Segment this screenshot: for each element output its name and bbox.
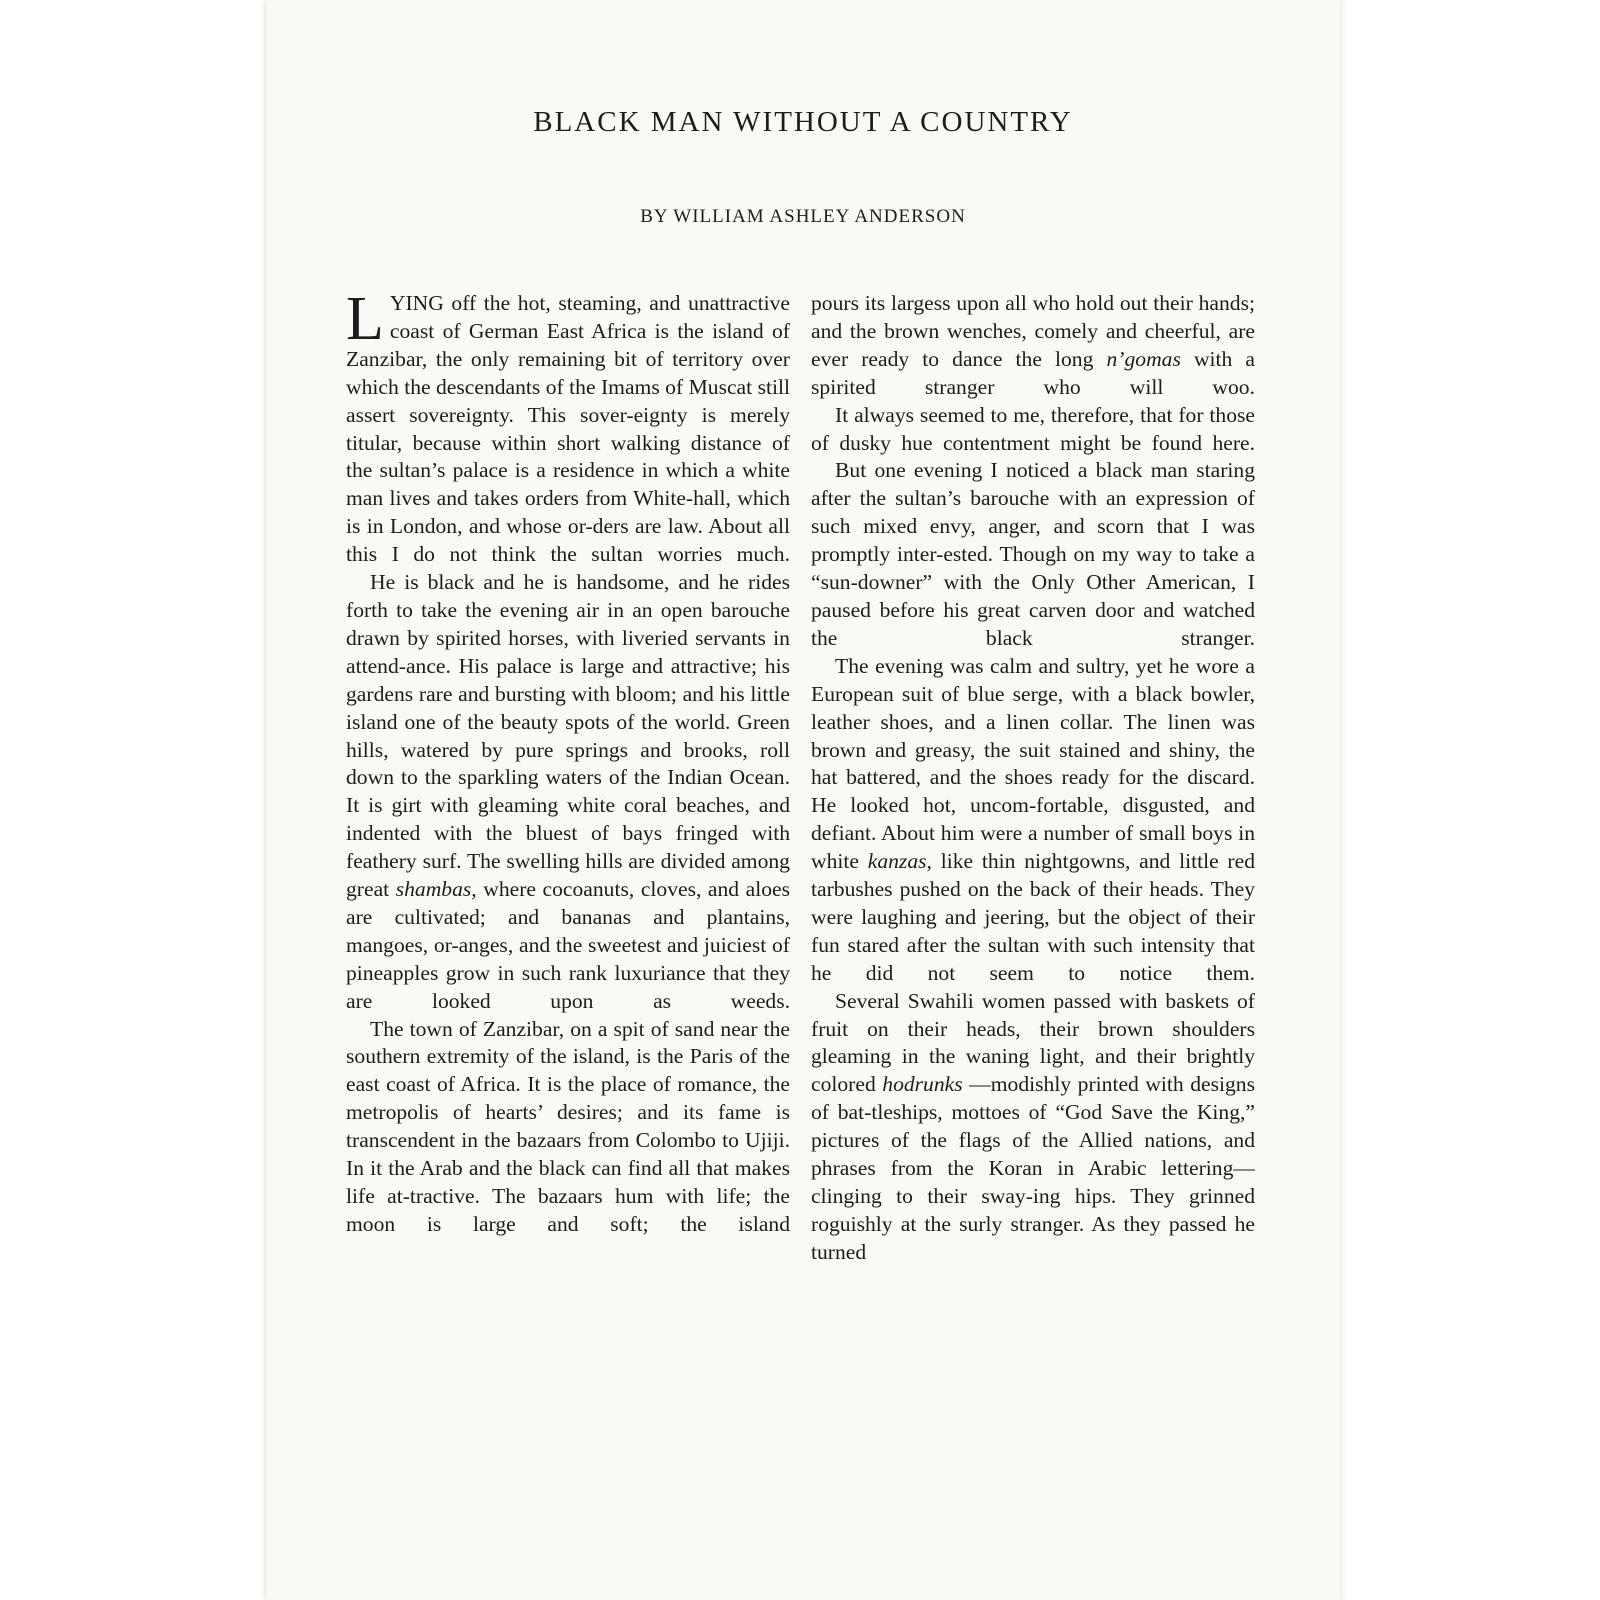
text-line: jeering, but the object of their fun stared bbox=[811, 904, 1256, 957]
article-byline: BY WILLIAM ASHLEY ANDERSON bbox=[640, 206, 966, 227]
text-line: him were a number of small boys in bbox=[940, 821, 1255, 846]
text-line: tleships, mottoes of “God Save the bbox=[871, 1100, 1189, 1125]
text-line: the sultan worries much. bbox=[550, 542, 791, 567]
text-line: eignty is merely titular, because within bbox=[346, 402, 790, 455]
text-line: , where cocoanuts, bbox=[471, 877, 635, 902]
text-line: an expression of such mixed envy, anger, bbox=[811, 486, 1255, 539]
text-line: and scorn that I was promptly inter- bbox=[811, 514, 1255, 567]
text-line: King,” pictures of the flags of the Allied bbox=[811, 1100, 1255, 1153]
text-line: might be found here. bbox=[1060, 430, 1255, 455]
text-line: dance the long bbox=[952, 346, 1107, 371]
text-line: little red tarbushes pushed on the back of bbox=[811, 849, 1256, 902]
italic-term: shambas bbox=[395, 877, 472, 902]
text-line: surf. The swelling hills are divided bbox=[422, 849, 726, 874]
text-line: nations, and phrases from the Koran in bbox=[811, 1128, 1255, 1181]
text-line: ance. His palace is large and attractive; bbox=[405, 653, 758, 678]
text-line: pours its largess upon all who hold out bbox=[811, 291, 1148, 315]
paragraph bbox=[811, 290, 1255, 402]
text-line: stranger who will woo. bbox=[924, 374, 1255, 399]
text-line: among great bbox=[346, 849, 790, 902]
text-column-left bbox=[346, 285, 791, 1239]
text-line: his gardens rare and bursting with bbox=[346, 653, 790, 706]
text-line: the discard. He looked hot, uncom- bbox=[811, 765, 1255, 818]
text-line: island, is the Paris of the east coast of bbox=[346, 1044, 790, 1097]
text-line: their heads. They were laughing and bbox=[811, 877, 1255, 929]
text-line: the bluest of bays fringed with feathery bbox=[346, 821, 790, 874]
text-line: light, and their brightly colored bbox=[811, 1044, 1256, 1097]
document-page bbox=[266, 0, 1340, 1600]
text-line: Africa is the island of Zanzibar, the only bbox=[346, 318, 790, 371]
text-line: comely and cheerful, are ever ready to bbox=[811, 318, 1255, 371]
text-line: he wore a European suit of blue serge, bbox=[811, 653, 1255, 706]
text-line: staring after the sultan’s barouche with bbox=[811, 458, 1255, 511]
text-line: It always seemed to me, therefore, bbox=[835, 402, 1135, 427]
text-line: their hands; and the brown wenches, bbox=[811, 291, 1255, 343]
text-line: brown shoulders gleaming in the waning bbox=[811, 1016, 1255, 1069]
text-line: carven door and watched the black bbox=[811, 597, 1255, 650]
text-line: with a black bowler, leather shoes, and a bbox=[811, 681, 1255, 734]
text-line: after the sultan with such intensity that bbox=[906, 932, 1256, 957]
text-line: beauty spots of the world. Green hills, bbox=[346, 709, 790, 762]
text-line: he did not seem to notice them. bbox=[811, 960, 1255, 985]
text-line: Africa. It is the place of romance, the bbox=[460, 1072, 790, 1097]
text-line: anges, and the sweetest and juiciest of bbox=[458, 932, 791, 957]
text-line: Arabic lettering—clinging to their sway- bbox=[811, 1156, 1255, 1208]
text-line: remaining bit of territory over which bbox=[346, 346, 790, 399]
text-line: The evening was calm and sultry, yet bbox=[835, 653, 1163, 678]
text-line: Several Swahili women passed with bbox=[835, 988, 1158, 1013]
text-line: watered by pure springs and brooks, bbox=[400, 737, 748, 762]
text-line: greasy, the suit stained and shiny, the bbox=[914, 737, 1255, 762]
text-line: sand near the southern extremity of the bbox=[346, 1016, 790, 1069]
text-line: black can find all that makes life at- bbox=[346, 1156, 790, 1208]
paragraph bbox=[811, 653, 1255, 988]
text-line: The town of Zanzibar, on a spit of bbox=[370, 1016, 669, 1041]
text-line: baskets of fruit on their heads, their bbox=[811, 988, 1255, 1041]
italic-term: n’gomas bbox=[1106, 346, 1181, 371]
paragraph bbox=[811, 457, 1255, 652]
text-line: Indian Ocean. It is girt with gleaming bbox=[346, 765, 790, 818]
text-line: bloom; and his little island one of the bbox=[346, 681, 791, 734]
text-line: American, I paused before his great bbox=[811, 570, 1255, 622]
text-line: fortable, disgusted, and defiant. About bbox=[811, 793, 1255, 846]
text-line: bananas and plantains, mangoes, or- bbox=[346, 904, 790, 957]
text-line: the descendants of the Imams of Muscat bbox=[404, 374, 753, 399]
text-line: palace is a residence in which a white bbox=[452, 458, 791, 483]
text-line: hall, which is in London, and whose or- bbox=[346, 486, 790, 539]
paragraph bbox=[811, 988, 1255, 1267]
paragraph bbox=[346, 285, 791, 569]
text-line: white bbox=[811, 849, 868, 874]
text-line: linen collar. The linen was brown and bbox=[811, 709, 1255, 762]
text-line: tractive. The bazaars hum with life; bbox=[409, 1184, 752, 1208]
text-column-right bbox=[811, 290, 1255, 1267]
text-line: cloves, and aloes are cultivated; and bbox=[346, 877, 790, 929]
paragraph bbox=[346, 1016, 790, 1239]
paragraph bbox=[346, 569, 790, 1016]
text-line: Colombo to Ujiji. In it the Arab and the bbox=[346, 1128, 790, 1181]
text-line: that for those of dusky hue contentment bbox=[811, 402, 1255, 455]
text-line: ing hips. They grinned roguishly at the bbox=[811, 1184, 1255, 1236]
text-line: fame is transcendent in the bazaars from bbox=[346, 1100, 790, 1153]
text-line: metropolis of hearts’ desires; and its bbox=[346, 1100, 704, 1125]
text-line: still assert sovereignty. This sover- bbox=[346, 374, 790, 427]
italic-term: hodrunks bbox=[882, 1072, 963, 1097]
paragraph bbox=[811, 402, 1255, 458]
text-line: stranger. bbox=[1181, 625, 1255, 650]
text-line: “sun-downer” with the Only Other bbox=[811, 570, 1136, 595]
text-line: that they are looked upon as weeds. bbox=[346, 960, 790, 1013]
drop-cap: L bbox=[346, 285, 384, 353]
text-line: roll down to the sparkling waters of the bbox=[346, 737, 791, 790]
text-line: He is black and he is handsome, and bbox=[370, 570, 710, 595]
text-line: man lives and takes orders from White- bbox=[346, 486, 694, 511]
text-line: surly stranger. As they passed he turned bbox=[811, 1211, 1255, 1264]
text-line: horses, with liveried servants in attend- bbox=[346, 625, 790, 678]
text-line: —modishly printed with designs of bat- bbox=[811, 1072, 1256, 1125]
text-line: pineapples grow in such rank luxuriance bbox=[346, 960, 706, 985]
text-line: white coral beaches, and indented with bbox=[346, 793, 790, 846]
text-line: , like thin nightgowns, and bbox=[926, 849, 1171, 874]
text-line: hat battered, and the shoes ready for bbox=[811, 765, 1144, 790]
text-line: short walking distance of the sultan’s bbox=[346, 430, 790, 483]
text-line: ders are law. About all this I do not think bbox=[346, 514, 790, 567]
article-title: BLACK MAN WITHOUT A COUNTRY bbox=[533, 106, 1073, 138]
text-line: with a spirited bbox=[811, 346, 1255, 399]
text-line: YING off the hot, steaming, and bbox=[389, 291, 681, 315]
text-line: an open barouche drawn by spirited bbox=[346, 597, 790, 650]
italic-term: kanzas bbox=[867, 849, 927, 874]
text-line: the moon is large and soft; the island bbox=[346, 1184, 791, 1236]
text-line: ested. Though on my way to take a bbox=[943, 542, 1255, 567]
text-line: But one evening I noticed a black man bbox=[835, 458, 1188, 483]
text-line: unattractive coast of German East bbox=[389, 291, 790, 343]
text-line: he rides forth to take the evening air in bbox=[346, 570, 790, 622]
